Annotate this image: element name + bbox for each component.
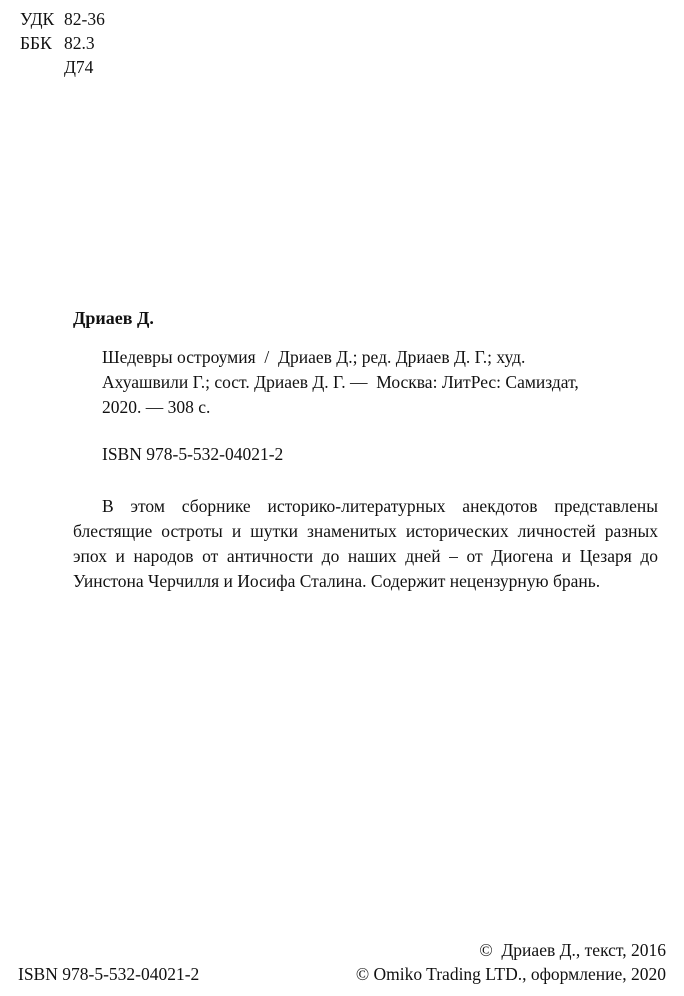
bibliographic-record	[102, 345, 582, 420]
udk-label: УДК	[20, 9, 55, 29]
annotation-line: Уинстона Черчилля и Иосифа Сталина. Содержит нецензурную брань.	[73, 571, 601, 591]
annotation-line: В этом сборнике историко-литературных анекдотов представлены	[102, 496, 658, 516]
isbn-footer: ISBN 978-5-532-04021-2	[18, 964, 200, 984]
author-heading: Дриаев Д.	[73, 308, 154, 328]
annotation-line: эпох и народов от античности до наших дней – от Диогена и Цезаря до	[73, 546, 658, 566]
bbk-label: ББК	[20, 33, 52, 53]
copyright-block	[356, 938, 666, 986]
author-mark-code: Д74	[64, 57, 94, 77]
biblio-line: Ахуашвили Г.; сост. Дриаев Д. Г. — Москва: ЛитРес: Самиздат,	[102, 372, 579, 392]
udk-code: 82-36	[64, 9, 105, 29]
biblio-line: Шедевры остроумия / Дриаев Д.; ред. Дриаев Д. Г.; худ.	[102, 347, 526, 367]
udk-row	[20, 8, 105, 30]
biblio-line: 2020. — 308 с.	[102, 397, 211, 417]
isbn-main: ISBN 978-5-532-04021-2	[102, 444, 284, 464]
bbk-row	[20, 32, 95, 54]
copyright-text-line: © Дриаев Д., текст, 2016	[479, 940, 666, 960]
annotation	[73, 494, 658, 594]
annotation-line: блестящие остроты и шутки знаменитых исторических личностей разных	[73, 521, 658, 541]
copyright-design-line: © Omiko Trading LTD., оформление, 2020	[355, 964, 666, 984]
author-mark-row	[20, 56, 93, 78]
bbk-code: 82.3	[64, 33, 95, 53]
